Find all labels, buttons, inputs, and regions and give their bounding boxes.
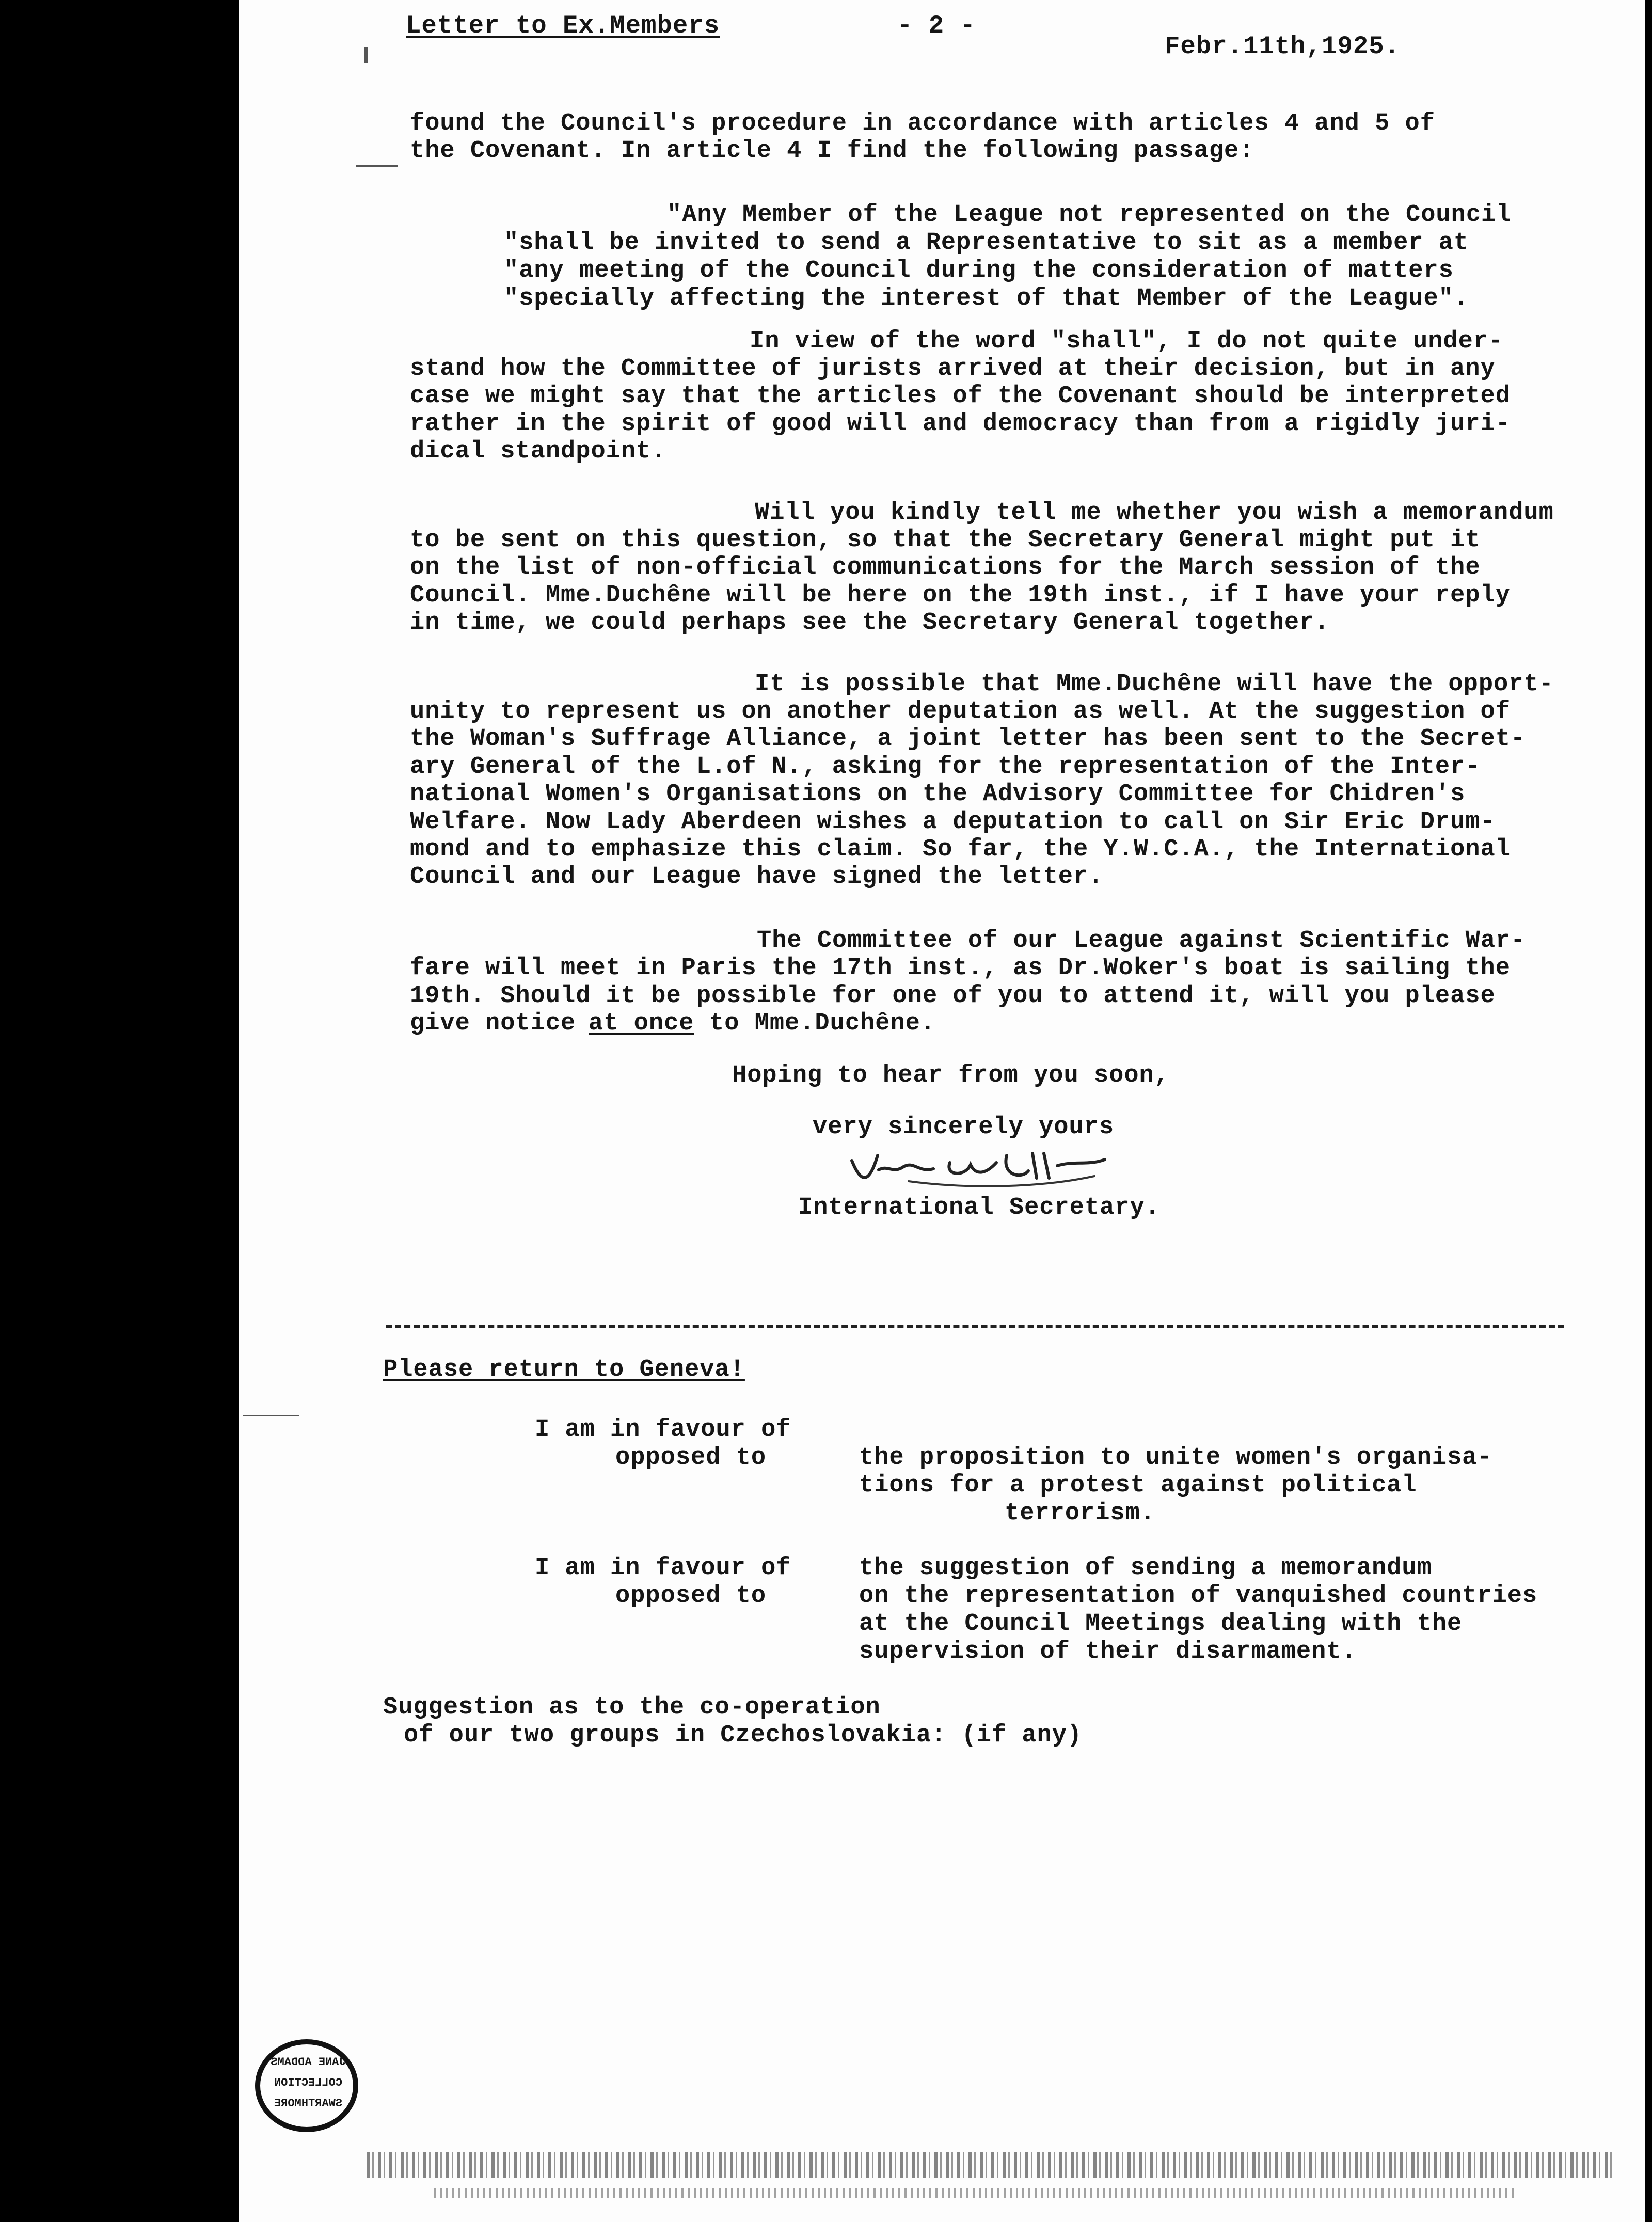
text-line: Welfare. Now Lady Aberdeen wishes a deputation to call on Sir Eric Drum- (410, 808, 1496, 836)
text-line: The Committee of our League against Scientific War- (757, 927, 1526, 955)
suggestion-line: Suggestion as to the co-operation (383, 1694, 881, 1721)
closing-sincerely: very sincerely yours (813, 1114, 1115, 1141)
text-line: Council and our League have signed the letter. (410, 863, 1104, 891)
emphasis-at-once: at once (589, 1010, 694, 1037)
archive-stamp (255, 2039, 358, 2132)
text-line: stand how the Committee of jurists arrived at their decision, but in any (410, 355, 1496, 383)
text-line: dical standpoint. (410, 438, 666, 465)
text-line: to Mme.Duchêne. (709, 1010, 936, 1037)
text-line: ary General of the L.of N., asking for the representation of the Inter- (410, 753, 1481, 781)
text-line: It is possible that Mme.Duchêne will have the opport- (755, 671, 1554, 698)
stamp-text: SWARTHMORE (274, 2097, 343, 2110)
scan-speck (364, 47, 368, 63)
quote-line: "shall be invited to send a Representative to sit as a member at (504, 229, 1469, 257)
proposition-1-line: tions for a protest against political (859, 1472, 1417, 1499)
text-line: the Woman's Suffrage Alliance, a joint letter has been sent to the Secret- (410, 725, 1526, 753)
page-number: - 2 - (897, 11, 976, 40)
text-line: give notice (410, 1010, 576, 1037)
stamp-text: JANE ADDAMS (271, 2056, 346, 2069)
dashed-divider (386, 1325, 1564, 1328)
proposition-2-line: the suggestion of sending a memorandum (859, 1554, 1432, 1582)
opposed-label-1: opposed to (615, 1444, 767, 1471)
header-left: Letter to Ex.Members (406, 11, 720, 40)
header-date: Febr.11th,1925. (1165, 32, 1401, 61)
text-line: found the Council's procedure in accordance with articles 4 and 5 of (410, 110, 1435, 137)
proposition-2-line: at the Council Meetings dealing with the (859, 1610, 1463, 1638)
suggestion-line: of our two groups in Czechoslovakia: (if any) (404, 1722, 1083, 1749)
text-line: unity to represent us on another deputation as well. At the suggestion of (410, 698, 1511, 725)
text-line: in time, we could perhaps see the Secretary General together. (410, 609, 1330, 637)
scan-border-right (1645, 0, 1652, 2222)
text-line: fare will meet in Paris the 17th inst., as Dr.Woker's boat is sailing the (410, 955, 1511, 982)
text-line: mond and to emphasize this claim. So far, the Y.W.C.A., the International (410, 836, 1511, 863)
stamp-text: COLLECTION (274, 2076, 343, 2089)
scan-speck (356, 165, 398, 167)
quote-line: "any meeting of the Council during the consideration of matters (504, 257, 1454, 284)
return-heading: Please return to Geneva! (383, 1356, 745, 1384)
fold-mark (243, 1415, 299, 1416)
proposition-1-line: the proposition to unite women's organisa- (859, 1444, 1492, 1471)
text-line: 19th. Should it be possible for one of you to attend it, will you please (410, 982, 1496, 1010)
closing-hoping: Hoping to hear from you soon, (732, 1062, 1169, 1089)
text-line: case we might say that the articles of the Covenant should be interpreted (410, 383, 1511, 410)
text-line: Council. Mme.Duchêne will be here on the 19th inst., if I have your reply (410, 582, 1511, 609)
text-line: the Covenant. In article 4 I find the following passage: (410, 137, 1254, 165)
text-line: on the list of non-official communications for the March session of the (410, 554, 1481, 581)
scan-noise (434, 2188, 1518, 2198)
scan-noise (367, 2152, 1616, 2178)
proposition-1-line: terrorism. (1005, 1500, 1156, 1527)
text-line: Will you kindly tell me whether you wish a memorandum (755, 499, 1554, 527)
quote-line: "specially affecting the interest of that Member of the League". (504, 285, 1469, 312)
text-line: to be sent on this question, so that the Secretary General might put it (410, 527, 1481, 554)
text-line: rather in the spirit of good will and democracy than from a rigidly juri- (410, 410, 1511, 438)
favour-label-2: I am in favour of (535, 1554, 791, 1582)
scan-border-left (0, 0, 239, 2222)
proposition-2-line: on the representation of vanquished countries (859, 1582, 1538, 1610)
closing-title: International Secretary. (798, 1194, 1160, 1221)
favour-label-1: I am in favour of (535, 1416, 791, 1443)
text-line: national Women's Organisations on the Advisory Committee for Chidren's (410, 781, 1466, 808)
quote-line: "Any Member of the League not represented on the Council (667, 201, 1512, 229)
text-line: In view of the word "shall", I do not quite under- (750, 328, 1504, 355)
proposition-2-line: supervision of their disarmament. (859, 1638, 1357, 1665)
opposed-label-2: opposed to (615, 1582, 767, 1610)
